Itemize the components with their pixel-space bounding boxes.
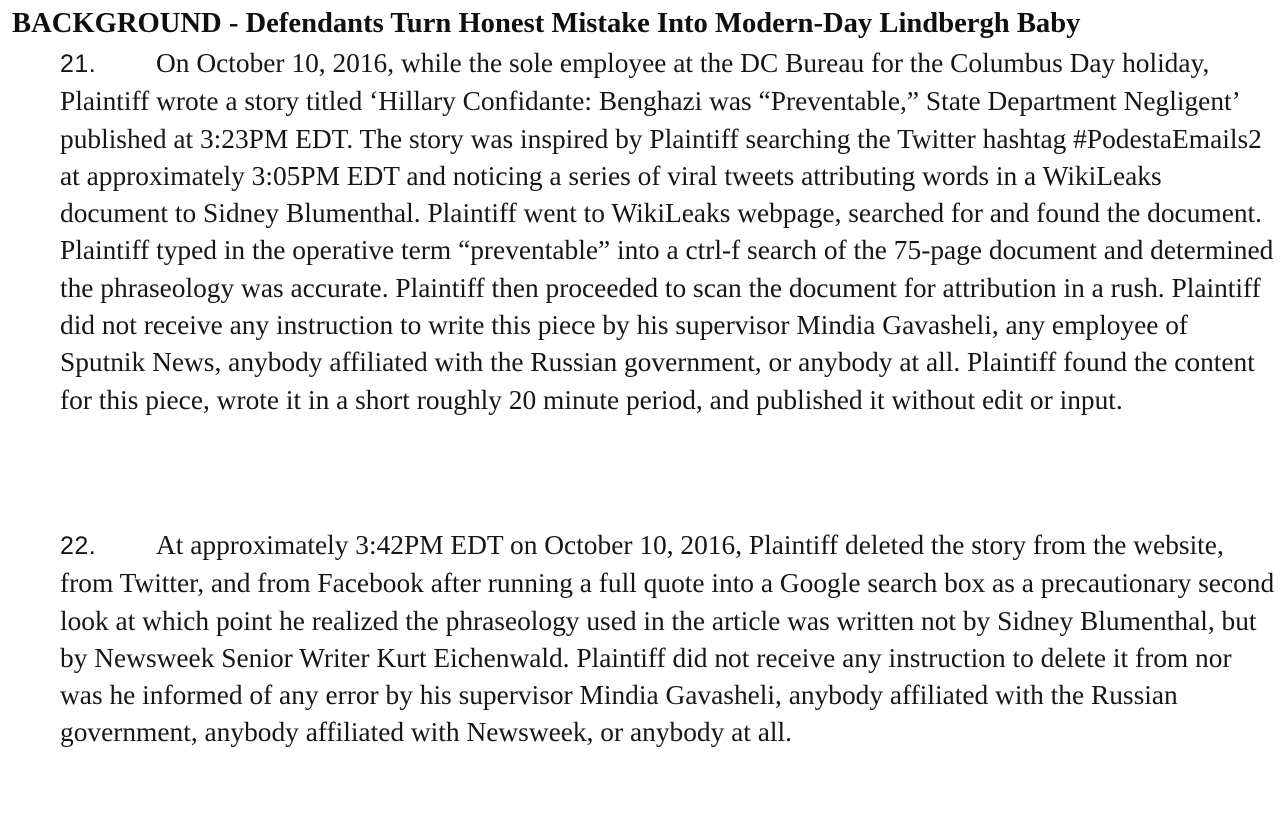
- section-heading: BACKGROUND - Defendants Turn Honest Mistake Into Modern-Day Lindbergh Baby: [12, 8, 1081, 39]
- paragraph-21: [60, 45, 1275, 419]
- paragraph-number: 21.: [60, 50, 97, 78]
- paragraph-text: On October 10, 2016, while the sole employee at the DC Bureau for the Columbus Day holiday, Plaintiff wrote a story titled ‘Hillary Confidante: Benghazi was “Preventable,” State Department Negligent’ published at 3:23PM EDT. The story was inspired by Plaintiff searching the Twitter hashtag #PodestaEmails2 at approximately 3:05PM EDT and noticing a series of viral tweets attributing words in a WikiLeaks document to Sidney Blumenthal. Plaintiff went to WikiLeaks webpage, searched for and found the document. Plaintiff typed in the operative term “preventable” into a ctrl-f search of the 75-page document and determined the phraseology was accurate. Plaintiff then proceeded to scan the document for attribution in a rush. Plaintiff did not receive any instruction to write this piece by his supervisor Mindia Gavasheli, any employee of Sputnik News, anybody affiliated with the Russian government, or anybody at all. Plaintiff found the content for this piece, wrote it in a short roughly 20 minute period, and published it without edit or input.: [60, 48, 1274, 415]
- paragraph-22: [60, 527, 1275, 752]
- paragraph-number: 22.: [60, 532, 97, 560]
- paragraph-text: At approximately 3:42PM EDT on October 10, 2016, Plaintiff deleted the story from the website, from Twitter, and from Facebook after running a full quote into a Google search box as a precautionary second look at which point he realized the phraseology used in the article was written not by Sidney Blumenthal, but by Newsweek Senior Writer Kurt Eichenwald. Plaintiff did not receive any instruction to delete it from nor was he informed of any error by his supervisor Mindia Gavasheli, anybody affiliated with the Russian government, anybody affiliated with Newsweek, or anybody at all.: [60, 530, 1275, 748]
